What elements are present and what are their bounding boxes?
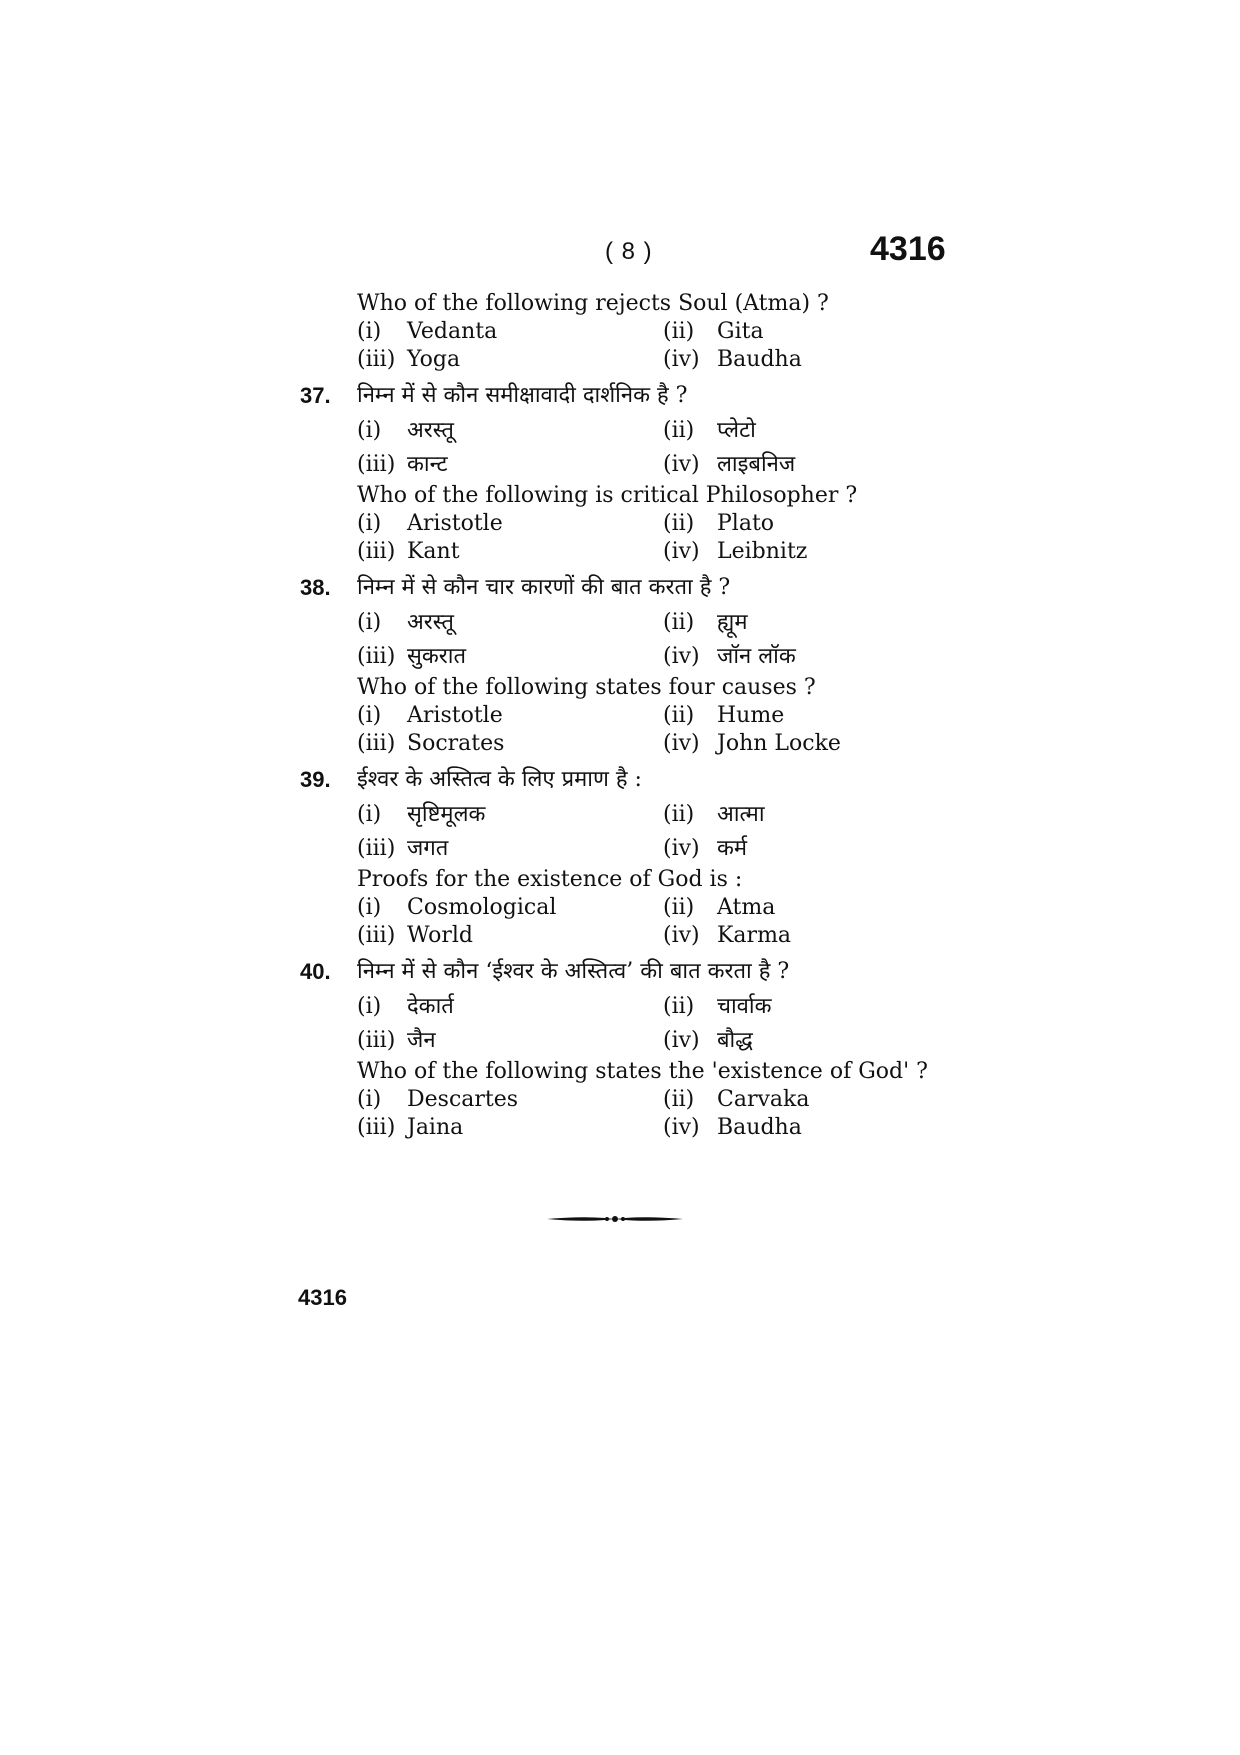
option-marker: (iv) <box>663 1028 700 1053</box>
option-text: सुकरात <box>407 644 467 669</box>
option-text: जॉन लॉक <box>717 644 796 669</box>
question-stem-hindi: ईश्वर के अस्तित्व के लिए प्रमाण है : <box>357 767 642 792</box>
option-text: Descartes <box>407 1087 519 1112</box>
option-text: Cosmological <box>407 895 557 920</box>
option-marker: (i) <box>357 895 382 920</box>
question-stem-english: Who of the following rejects Soul (Atma) ? <box>357 291 829 316</box>
english-stem-line <box>292 1058 992 1086</box>
option-marker: (i) <box>357 511 382 536</box>
option-marker: (iv) <box>663 1115 700 1140</box>
option-row <box>292 1086 992 1114</box>
option-row <box>292 414 992 448</box>
english-stem-line <box>292 866 992 894</box>
option-marker: (iii) <box>357 452 396 477</box>
option-text: Baudha <box>717 347 802 372</box>
question-number: 40. <box>300 959 331 984</box>
page-number: ( 8 ) <box>605 238 653 265</box>
option-text: Aristotle <box>407 511 503 536</box>
option-marker: (iv) <box>663 539 700 564</box>
option-text: Gita <box>717 319 764 344</box>
option-text: सृष्टिमूलक <box>407 802 486 827</box>
option-text: Yoga <box>407 347 461 372</box>
option-marker: (iii) <box>357 644 396 669</box>
option-marker: (ii) <box>663 994 695 1019</box>
option-row <box>292 798 992 832</box>
option-row <box>292 922 992 950</box>
option-marker: (iv) <box>663 644 700 669</box>
option-text: देकार्त <box>407 994 454 1019</box>
option-text: चार्वाक <box>717 994 772 1019</box>
paper-code-header: 4316 <box>870 230 946 268</box>
question-stem-hindi: निम्न में से कौन समीक्षावादी दार्शनिक है ? <box>357 383 688 408</box>
question-stem-hindi: निम्न में से कौन चार कारणों की बात करता है ? <box>357 575 731 600</box>
option-row <box>292 702 992 730</box>
option-marker: (i) <box>357 802 382 827</box>
option-marker: (ii) <box>663 319 695 344</box>
option-marker: (i) <box>357 319 382 344</box>
option-marker: (ii) <box>663 418 695 443</box>
option-marker: (ii) <box>663 511 695 536</box>
option-text: Hume <box>717 703 785 728</box>
option-marker: (ii) <box>663 610 695 635</box>
option-marker: (i) <box>357 994 382 1019</box>
option-marker: (iii) <box>357 1115 396 1140</box>
question-stem-english: Who of the following states four causes ? <box>357 675 816 700</box>
option-marker: (ii) <box>663 1087 695 1112</box>
option-marker: (iii) <box>357 347 396 372</box>
option-text: बौद्ध <box>717 1028 753 1053</box>
option-text: ह्यूम <box>717 610 748 635</box>
option-marker: (ii) <box>663 802 695 827</box>
question-stem-english: Who of the following is critical Philosopher ? <box>357 483 858 508</box>
option-marker: (iii) <box>357 836 396 861</box>
q36-english-stem-line <box>292 290 992 318</box>
option-marker: (iv) <box>663 452 700 477</box>
option-marker: (iv) <box>663 347 700 372</box>
option-marker: (iv) <box>663 731 700 756</box>
question-number: 37. <box>300 383 331 408</box>
option-marker: (iv) <box>663 836 700 861</box>
option-text: जगत <box>407 836 449 861</box>
option-text: प्लेटो <box>717 418 756 443</box>
option-text: कान्ट <box>407 452 448 477</box>
option-text: Plato <box>717 511 775 536</box>
option-row <box>292 1114 992 1142</box>
option-row <box>292 640 992 674</box>
option-marker: (iv) <box>663 923 700 948</box>
option-marker: (iii) <box>357 923 396 948</box>
option-marker: (iii) <box>357 731 396 756</box>
paper-code-footer: 4316 <box>298 1285 347 1310</box>
option-text: Leibnitz <box>717 539 808 564</box>
option-text: आत्मा <box>717 802 765 827</box>
question-stem-english: Who of the following states the 'existence of God' ? <box>357 1059 928 1084</box>
question-40-header <box>292 954 992 990</box>
option-marker: (iii) <box>357 1028 396 1053</box>
option-text: Kant <box>407 539 460 564</box>
option-marker: (i) <box>357 703 382 728</box>
end-ornament-divider <box>545 1212 685 1226</box>
option-text: Aristotle <box>407 703 503 728</box>
option-row <box>292 730 992 758</box>
option-marker: (ii) <box>663 703 695 728</box>
option-row <box>292 538 992 566</box>
question-stem-english: Proofs for the existence of God is : <box>357 867 743 892</box>
option-text: लाइबनिज <box>717 452 796 477</box>
option-row <box>292 448 992 482</box>
option-row <box>292 606 992 640</box>
english-stem-line <box>292 674 992 702</box>
option-marker: (i) <box>357 418 382 443</box>
option-text: Jaina <box>407 1115 464 1140</box>
option-row <box>292 510 992 538</box>
english-stem-line <box>292 482 992 510</box>
option-text: जैन <box>407 1028 436 1053</box>
option-row <box>292 318 992 346</box>
option-text: Atma <box>717 895 776 920</box>
question-content <box>292 290 992 1142</box>
option-row <box>292 894 992 922</box>
question-38-header <box>292 570 992 606</box>
option-text: Vedanta <box>407 319 498 344</box>
option-row <box>292 346 992 374</box>
option-row <box>292 832 992 866</box>
option-text: Carvaka <box>717 1087 810 1112</box>
option-text: कर्म <box>717 836 748 861</box>
option-text: Socrates <box>407 731 505 756</box>
option-row <box>292 1024 992 1058</box>
question-number: 39. <box>300 767 331 792</box>
option-text: Karma <box>717 923 792 948</box>
option-marker: (iii) <box>357 539 396 564</box>
option-text: Baudha <box>717 1115 802 1140</box>
question-stem-hindi: निम्न में से कौन ‘ईश्वर के अस्तित्व’ की बात करता है ? <box>357 959 790 984</box>
question-number: 38. <box>300 575 331 600</box>
option-text: World <box>407 923 473 948</box>
question-39-header <box>292 762 992 798</box>
option-marker: (i) <box>357 610 382 635</box>
option-text: अरस्तू <box>407 418 454 443</box>
option-row <box>292 990 992 1024</box>
option-text: John Locke <box>717 731 841 756</box>
option-marker: (i) <box>357 1087 382 1112</box>
option-marker: (ii) <box>663 895 695 920</box>
option-text: अरस्तू <box>407 610 454 635</box>
question-37-header <box>292 378 992 414</box>
